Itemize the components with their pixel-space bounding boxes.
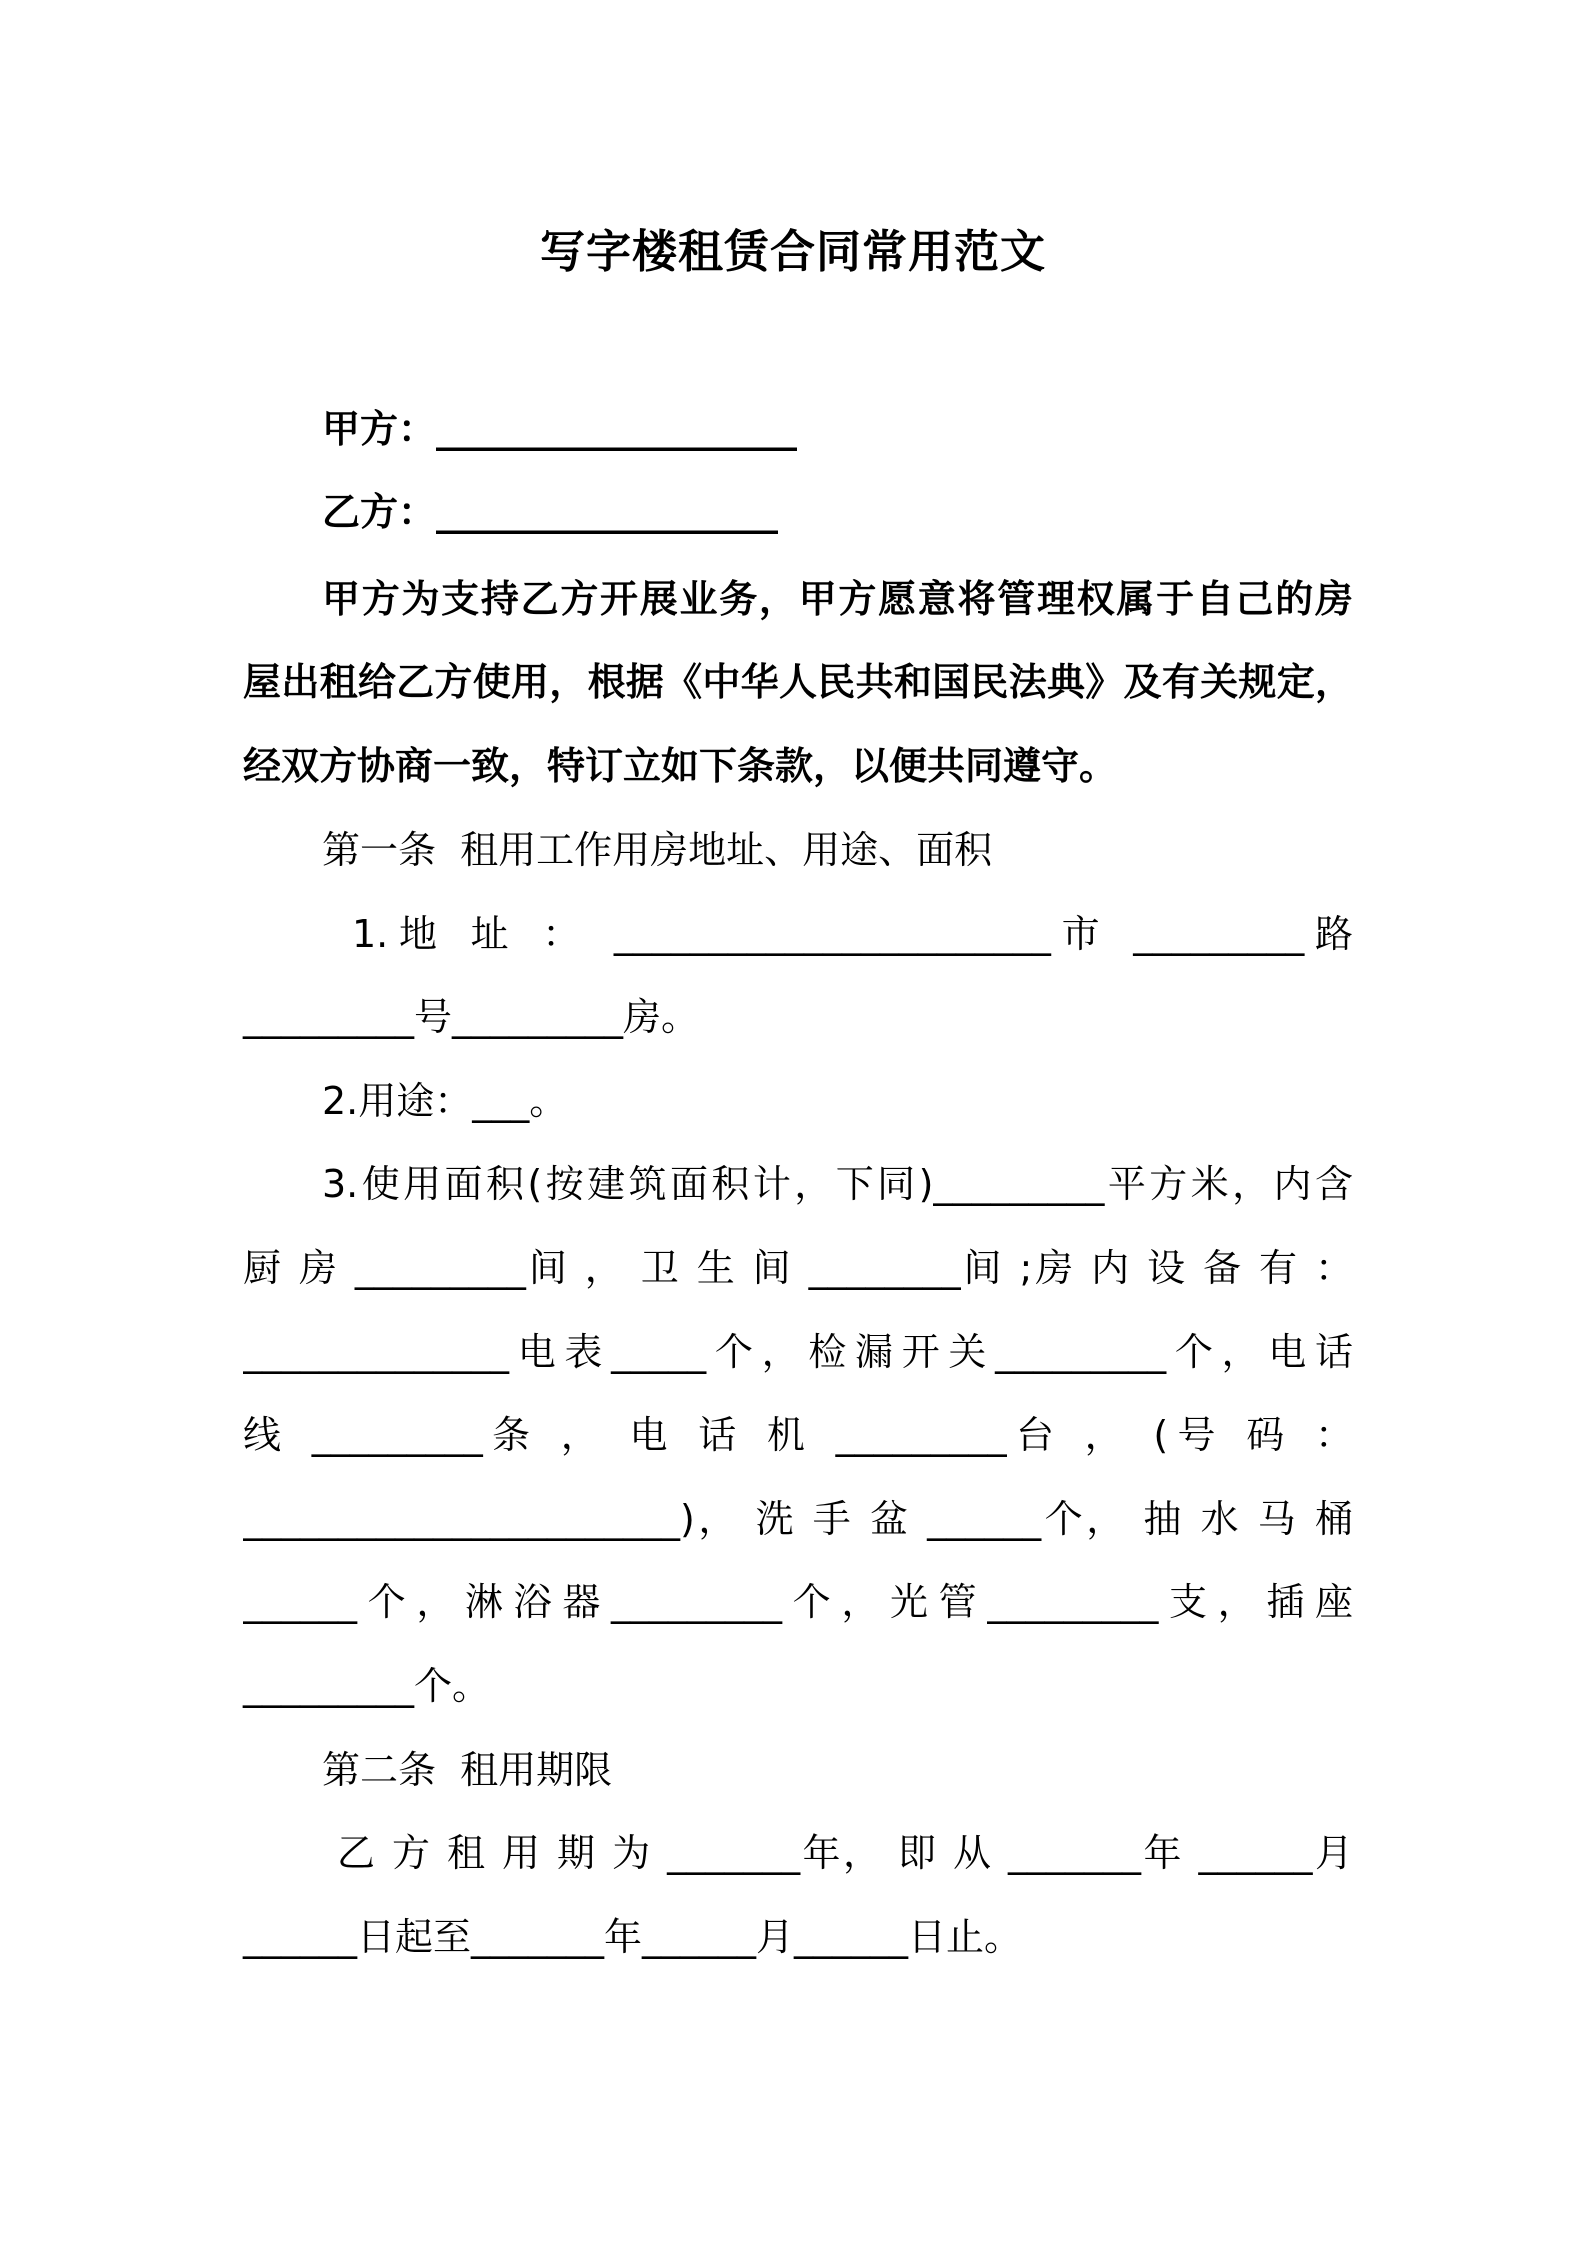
address-line-1: 1.地 址 ： _______________________市 _________路 <box>352 912 1353 956</box>
intro-line-3: 经双方协商一致，特订立如下条款，以便共同遵守。 <box>243 744 1118 788</box>
area-line-7: _________个。 <box>243 1664 491 1708</box>
area-line-5: _______________________)， 洗 手 盆 ______个， 抽 水 马 桶 <box>243 1497 1353 1541</box>
document-title: 写字楼租赁合同常用范文 <box>539 225 1046 278</box>
article1-heading: 第一条 租用工作用房地址、用途、面积 <box>322 828 993 872</box>
term-line-2: ______日起至_______年______月______日止。 <box>243 1915 1023 1959</box>
area-line-4: 线 _________条 ， 电 话 机 _________台 ， (号 码 ： <box>243 1413 1353 1457</box>
article2-heading: 第二条 租用期限 <box>322 1748 613 1792</box>
intro-line-1: 甲方为支持乙方开展业务，甲方愿意将管理权属于自己的房 <box>322 577 1353 621</box>
purpose-line: 2.用途：___。 <box>322 1079 568 1123</box>
party-b-line: 乙方：__________________ <box>322 490 779 534</box>
party-a-line: 甲方：___________________ <box>322 407 798 451</box>
term-line-1: 乙 方 租 用 期 为 _______年， 即 从 _______年 ______月 <box>337 1831 1353 1875</box>
address-line-2: _________号_________房。 <box>243 995 700 1039</box>
intro-line-2: 屋出租给乙方使用，根据《中华人民共和国民法典》及有关规定， <box>243 660 1353 704</box>
area-line-1: 3.使用面积(按建筑面积计，下同)_________平方米，内含 <box>322 1162 1353 1206</box>
area-line-6: ______个，淋浴器_________个，光管_________支，插座 <box>243 1580 1353 1624</box>
area-line-3: ______________电表_____个，检漏开关_________个，电话 <box>243 1330 1353 1374</box>
area-line-2: 厨 房 _________间 ， 卫 生 间 ________间 ;房 内 设 备 有 ： <box>243 1246 1353 1290</box>
